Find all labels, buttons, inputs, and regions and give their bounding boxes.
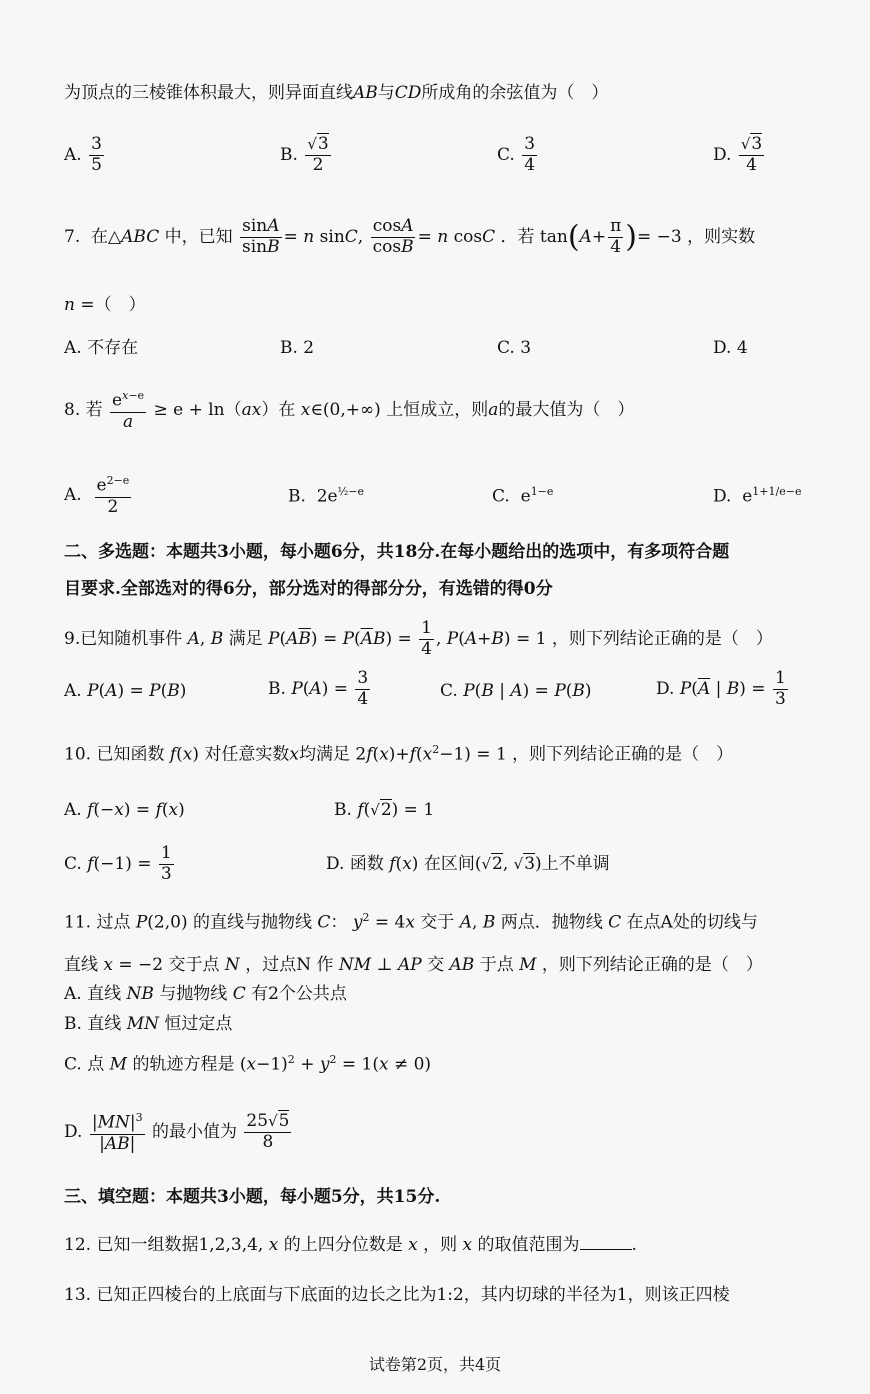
page-footer: 试卷第2页，共4页: [368, 1355, 502, 1374]
section-2-heading-line-2: 目要求.全部选对的得6分，部分选对的得部分分，有选错的得0分: [64, 579, 553, 599]
q8-option-c: C. $e^{1-e}$: [492, 485, 554, 507]
q8-option-b: B. $2e^{\frac{1}{2}-e}$: [288, 485, 364, 507]
q8-option-a: A. $\frac{e^{2-e}}{2}$: [64, 474, 130, 517]
question-7-stem: 7. 在△ABC 中，已知 $\frac{\sin A}{\sin B}$ = n sinC, $\frac{\cos A}{\cos B}$ = n cosC ．若 tan(A+ $\frac{\pi}{4}$ )= −3 ，则实数: [64, 216, 756, 257]
q6-option-c: C. $\frac{3}{4}$: [497, 134, 536, 175]
q9-option-b: B. P(A) = $\frac{3}{4}$: [268, 668, 369, 709]
q7-option-a: A. 不存在: [64, 338, 139, 358]
q10-option-a: A. f(−x) = f(x): [64, 800, 185, 820]
q9-option-a: A. P(A) = P(B): [64, 681, 187, 701]
q7-option-b: B. 2: [280, 338, 315, 358]
q11-option-b: B. 直线 MN 恒过定点: [64, 1014, 233, 1034]
q7-option-d: D. 4: [713, 338, 748, 358]
q9-option-d: D. $P(\overline{A}$ | B) = $\frac{1}{3}$: [656, 668, 786, 709]
question-7-tail: n =（ ）: [64, 295, 146, 315]
q6-option-a: A. $\frac{3}{5}$: [64, 134, 102, 175]
question-11-line-1: 11. 过点 P(2,0) 的直线与抛物线 C： $y^2 = 4x$ 交于 A, B 两点．抛物线 C 在点A处的切线与: [64, 911, 758, 933]
q6-option-b: B. $\frac{√3}{2}$: [280, 134, 329, 175]
question-8-stem: 8. 若 $\frac{e^{x-e}}{a}$ ≥ e + ln（ax）在 x∈(0,+∞) 上恒成立，则a的最大值为（ ）: [64, 389, 635, 432]
question-6-stem-continuation: 为顶点的三棱锥体积最大，则异面直线AB与CD所成角的余弦值为（ ）: [64, 83, 609, 103]
q8-option-d: D. $e^{1+1/e-e}$: [713, 485, 802, 507]
q11-option-d: D. $\frac{|MN|^3}{|AB|}$ 的最小值为 $\frac{25√5}{8}$: [64, 1111, 290, 1154]
q7-option-c: C. 3: [497, 338, 532, 358]
question-10-stem: 10. 已知函数 f(x) 对任意实数x均满足 $2f(x)+f(x^2-1) = 1$ ，则下列结论正确的是（ ）: [64, 743, 734, 765]
q10-option-b: B. f(√2) = 1: [334, 800, 435, 820]
question-12: 12. 已知一组数据1,2,3,4, x 的上四分位数是 x ，则 x 的取值范围为 .: [64, 1235, 637, 1255]
q11-option-c: C. 点 M 的轨迹方程是 $(x-1)^2 + y^2 = 1(x \ne 0)$: [64, 1053, 432, 1075]
q10-option-d: D. 函数 f(x) 在区间(√2, √3)上不单调: [326, 854, 610, 874]
q10-option-c: C. f(−1) = $\frac{1}{3}$: [64, 843, 172, 884]
q6-option-d: D. $\frac{√3}{4}$: [713, 134, 763, 175]
q11-option-a: A. 直线 NB 与抛物线 C 有2个公共点: [64, 984, 347, 1004]
question-13: 13. 已知正四棱台的上底面与下底面的边长之比为1:2，其内切球的半径为1，则该正四棱: [64, 1285, 730, 1305]
question-11-line-2: 直线 x = −2 交于点 N ，过点N 作 NM ⊥ AP 交 AB 于点 M ，则下列结论正确的是（ ）: [64, 955, 763, 975]
q9-option-c: C. P(B | A) = P(B): [440, 681, 592, 701]
question-9-stem: 9.已知随机事件 A, B 满足 $P(A\overline{B}) = P(\overline{A}B)$ = $\frac{1}{4}$ , P(A+B) = 1 ，则下列结论正确的是（ ）: [64, 618, 773, 659]
section-2-heading-line-1: 二、多选题：本题共3小题，每小题6分，共18分.在每小题给出的选项中，有多项符合题: [64, 542, 730, 562]
section-3-heading: 三、填空题：本题共3小题，每小题5分，共15分.: [64, 1187, 441, 1207]
